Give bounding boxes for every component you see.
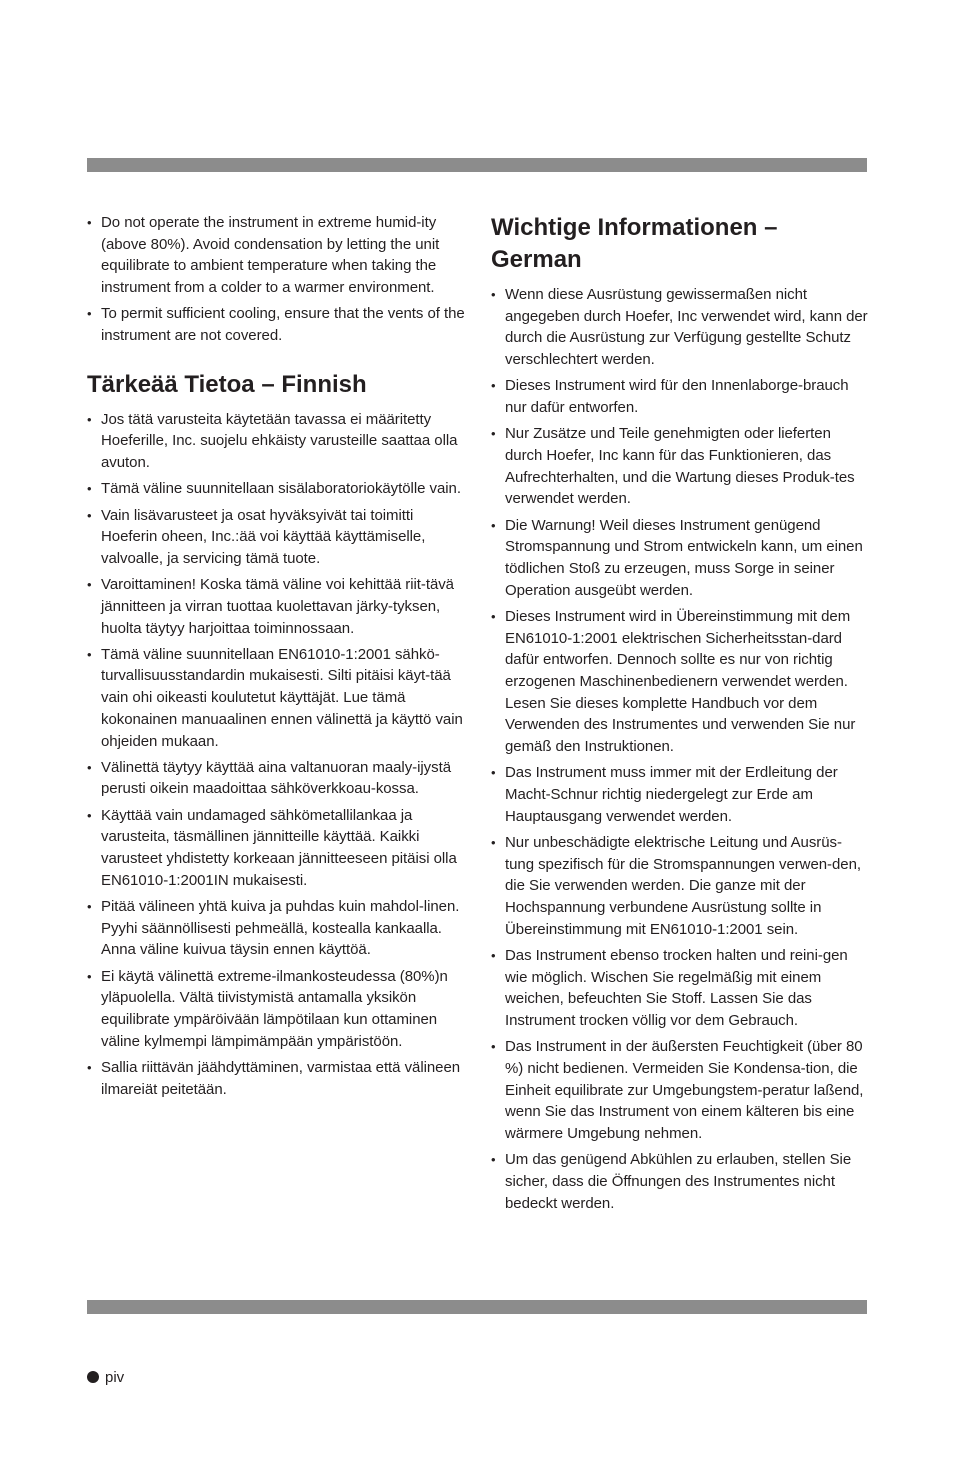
item-text: Pitää välineen yhtä kuiva ja puhdas kuin mahdol-linen. Pyyhi säännöllisesti pehmeällä, kostealla kankaalla. Anna väline kuivua täysin ennen käyttöä. bbox=[101, 897, 460, 959]
list-item bbox=[87, 478, 465, 500]
item-text: Das Instrument in der äußersten Feuchtigkeit (über 80 %) nicht bedienen. Vermeiden Sie Kondensa-tion, die Einheit equilibrate zur Umgebungstem-peratur laßend, wenn Sie das Instrument von einem kälteren bis eine wärmere Umgebung nehmen. bbox=[505, 1038, 864, 1143]
bullet-icon: • bbox=[491, 378, 496, 394]
list-item bbox=[87, 212, 465, 299]
item-text: Tämä väline suunnitellaan EN61010-1:2001 sähkö-turvallisuusstandardin mukaisesti. Silti pitäisi käyt-tää vain ohi oikeasti koulutetut käyttäjät. Lue tämä kokonainen manuaalinen ennen välinettä ja käyttö vain ohjeiden mukaan. bbox=[101, 645, 463, 750]
list-item bbox=[491, 423, 869, 510]
bullet-icon: • bbox=[491, 834, 496, 850]
list-item bbox=[87, 574, 465, 639]
bullet-icon: • bbox=[87, 577, 92, 593]
list-item bbox=[491, 375, 869, 418]
item-text: Jos tätä varusteita käytetään tavassa ei määritetty Hoeferille, Inc. suojelu ehkäisty varusteille saattaa olla avuton. bbox=[101, 410, 458, 472]
german-list bbox=[491, 284, 869, 1214]
list-item bbox=[491, 515, 869, 602]
list-item bbox=[491, 284, 869, 371]
bullet-icon: • bbox=[491, 765, 496, 781]
left-column bbox=[87, 212, 465, 1105]
list-item bbox=[491, 606, 869, 758]
list-item bbox=[87, 644, 465, 753]
item-text: Vain lisävarusteet ja osat hyväksyivät tai toimitti Hoeferin oheen, Inc.:ää voi käyttää käyttämiselle, valvoalle, ja servicing tämä tuote. bbox=[101, 506, 426, 567]
page-number: piv bbox=[105, 1369, 125, 1386]
bottom-footer-bar bbox=[87, 1300, 867, 1314]
german-section-title: Wichtige Informationen – German bbox=[491, 214, 778, 273]
bullet-icon: • bbox=[87, 215, 92, 230]
item-text: Um das genügend Abkühlen zu erlauben, stellen Sie sicher, dass die Öffnungen des Instrumentes nicht bedeckt werden. bbox=[505, 1151, 852, 1212]
item-text: Dieses Instrument wird für den Innenlaborge-brauch nur dafür entworfen. bbox=[505, 377, 849, 417]
finnish-list bbox=[87, 409, 465, 1101]
bullet-icon: • bbox=[491, 1039, 496, 1055]
item-text: Das Instrument ebenso trocken halten und reini-gen wie möglich. Wischen Sie regelmäßig mit einem weichen, befeuchten Sie Stoff. Lassen Sie das Instrument trocken völlig vor dem Gebrauch. bbox=[505, 946, 848, 1029]
bullet-icon: • bbox=[491, 1152, 496, 1168]
list-item bbox=[491, 1036, 869, 1145]
list-item bbox=[87, 303, 465, 346]
bullet-icon: • bbox=[87, 507, 92, 523]
bullet-icon: • bbox=[491, 608, 496, 624]
bullet-icon: • bbox=[87, 807, 92, 823]
list-item bbox=[491, 832, 869, 941]
item-text: Tämä väline suunnitellaan sisälaboratoriokäytölle vain. bbox=[101, 480, 461, 498]
item-text: Ei käytä välinettä extreme-ilmankosteudessa (80%)n yläpuolella. Vältä tiivistymistä antamalla yksikön equilibrate ympäröivään lämpötilaan kun ottaminen väline kylmempi lämpimämpään ympäristöön. bbox=[101, 967, 448, 1050]
bullet-icon: • bbox=[87, 968, 92, 984]
list-item bbox=[491, 945, 869, 1032]
bullet-icon: • bbox=[87, 411, 92, 427]
bullet-icon: • bbox=[87, 759, 92, 775]
list-item bbox=[87, 896, 465, 961]
bullet-icon: • bbox=[87, 898, 92, 914]
item-text: Käyttää vain undamaged sähkömetallilankaa ja varusteita, täsmällinen jännitteille käyttää. Kaikki varusteet yhdistetty korkeaan jännitteeseen pitäisi olla EN61010-1:2001IN mukaisesti. bbox=[101, 806, 457, 889]
right-column bbox=[491, 212, 869, 1219]
intro-list bbox=[87, 212, 465, 347]
bullet-icon: • bbox=[491, 517, 496, 533]
item-text: Nur unbeschädigte elektrische Leitung und Ausrüs-tung spezifisch für die Stromspannungen verwen-den, die Sie verwenden werden. Die ganze mit der Hochspannung verbundene Ausrüstung sollte in Übereinstimmung mit EN61010-1:2001 sein. bbox=[505, 833, 861, 938]
item-text: To permit sufficient cooling, ensure that the vents of the instrument are not covered. bbox=[101, 305, 465, 345]
item-text: Do not operate the instrument in extreme humid-ity (above 80%). Avoid condensation by letting the unit equilibrate to ambient temperature when taking the instrument from a colder to a warmer environment. bbox=[101, 214, 440, 297]
item-text: Das Instrument muss immer mit der Erdleitung der Macht-Schnur richtig niedergelegt zur Erde am Hauptausgang verwendet werden. bbox=[505, 764, 838, 825]
bullet-icon: • bbox=[491, 947, 496, 963]
bullet-dot-icon bbox=[87, 1371, 99, 1383]
list-item bbox=[491, 762, 869, 827]
list-item bbox=[87, 966, 465, 1053]
list-item bbox=[87, 805, 465, 892]
bullet-icon: • bbox=[87, 481, 92, 497]
item-text: Wenn diese Ausrüstung gewissermaßen nicht angegeben durch Hoefer, Inc verwendet wird, kann der durch die Ausrüstung zur Verfügung gestellte Schutz verschlechtert werden. bbox=[505, 286, 868, 369]
list-item bbox=[87, 505, 465, 570]
finnish-section-title: Tärkeää Tietoa – Finnish bbox=[87, 370, 367, 398]
bullet-icon: • bbox=[87, 1059, 92, 1075]
item-text: Dieses Instrument wird in Übereinstimmung mit dem EN61010-1:2001 elektrischen Sicherheitsstan-dard dafür entworfen. Dennoch sollte es nur von richtig erzogenen Maschinenbedienern verwendet werden. Lesen Sie dieses komplette Handbuch vor dem Verwenden des Instrumentes und verwenden Sie nur gemäß den Instruktionen. bbox=[505, 607, 856, 756]
list-item bbox=[87, 1057, 465, 1100]
list-item bbox=[87, 409, 465, 474]
item-text: Die Warnung! Weil dieses Instrument genügend Stromspannung und Strom entwickeln kann, um einen tödlichen Stoß zu erzeugen, muss Sorge in seiner Operation ausgeübt werden. bbox=[505, 516, 863, 599]
top-header-bar bbox=[87, 158, 867, 172]
item-text: Varoittaminen! Koska tämä väline voi kehittää riit-tävä jännitteen ja virran tuottaa kuolettavan järky-tyksen, huolta täytyy harjoittaa toiminnossaan. bbox=[101, 576, 454, 637]
bullet-icon: • bbox=[87, 306, 92, 322]
bullet-icon: • bbox=[491, 426, 496, 442]
list-item bbox=[491, 1149, 869, 1214]
item-text: Välinettä täytyy käyttää aina valtanuoran maaly-ijystä perusti oikein maadoittaa sähköverkkoau-kossa. bbox=[101, 758, 451, 798]
item-text: Sallia riittävän jäähdyttäminen, varmistaa että välineen ilmareiät peitetään. bbox=[101, 1058, 461, 1098]
list-item bbox=[87, 757, 465, 800]
page-footer bbox=[87, 1368, 124, 1388]
bullet-icon: • bbox=[87, 646, 92, 662]
bullet-icon: • bbox=[491, 287, 496, 302]
item-text: Nur Zusätze und Teile genehmigten oder lieferten durch Hoefer, Inc kann für das Funktionieren, das Aufrechterhalten, und die Wartung dieses Produk-tes verwendet werden. bbox=[505, 425, 855, 508]
